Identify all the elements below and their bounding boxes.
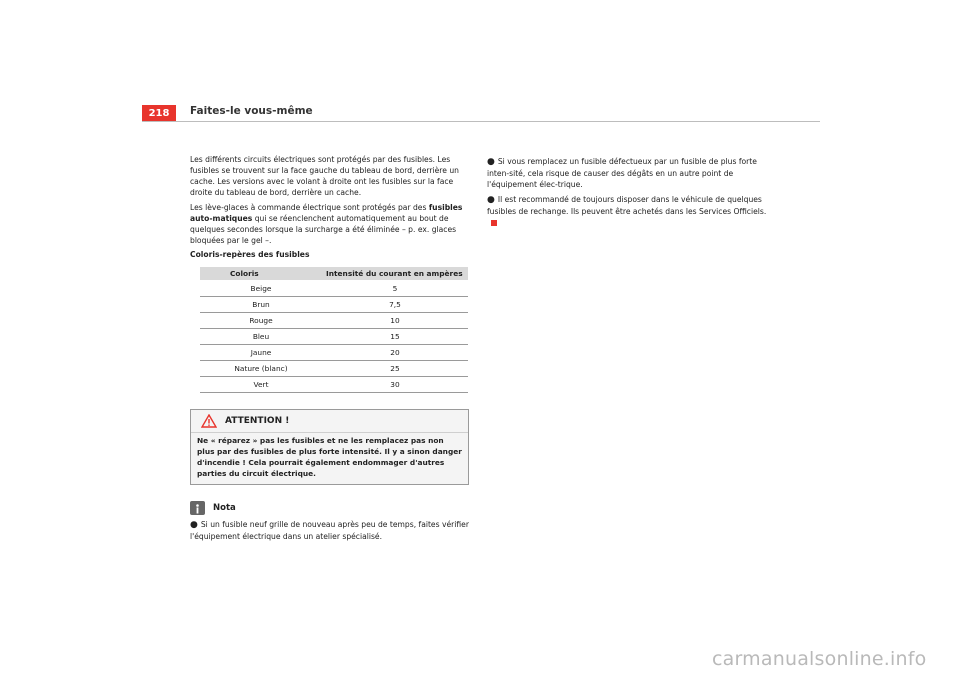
warning-text: Ne « réparez » pas les fusibles et ne les remplacez pas non plus par des fusibles de plus forte intensité. Il y a sinon danger d'incendie ! Cela pourrait également endommager d'autres parties du circuit électrique.	[191, 432, 468, 481]
intro-paragraph: Les différents circuits électriques sont protégés par des fusibles. Les fusibles se trouvent sur la face gauche du tableau de bord, derrière un cache. Les versions avec le volant à droite ont les fusibles sur la face droite du tableau de bord, derrière un cache.	[190, 155, 459, 197]
bullet-icon: ●	[487, 195, 495, 205]
table-cell-amperage: 20	[322, 345, 468, 361]
list-item	[487, 194, 772, 228]
table-cell-amperage: 30	[322, 377, 468, 393]
watermark: carmanualsonline.info	[712, 648, 927, 670]
table-cell-amperage: 10	[322, 313, 468, 329]
table-header-color: Coloris	[200, 267, 322, 281]
page-title: Faites-le vous-même	[190, 105, 313, 117]
table-cell-amperage: 15	[322, 329, 468, 345]
warning-triangle-icon	[201, 414, 217, 428]
nota-bullet	[190, 519, 470, 542]
table-cell-color: Rouge	[200, 313, 322, 329]
table-cell-color: Brun	[200, 297, 322, 313]
bullet-text: Si vous remplacez un fusible défectueux par un fusible de plus forte inten-sité, cela risque de causer des dégâts en un autre point de l'équipement élec-trique.	[487, 157, 757, 189]
fuse-color-table	[200, 267, 468, 393]
header-divider	[142, 121, 820, 122]
note-icon	[190, 501, 205, 515]
table-row	[200, 281, 468, 297]
table-row	[200, 329, 468, 345]
table-cell-color: Beige	[200, 281, 322, 297]
table-row	[200, 345, 468, 361]
warning-box	[190, 409, 469, 485]
section-heading: Coloris-repères des fusibles	[190, 250, 310, 259]
table-cell-color: Nature (blanc)	[200, 361, 322, 377]
table-cell-amperage: 7,5	[322, 297, 468, 313]
paragraph-bold-text: fusibles auto-matiques	[190, 203, 463, 223]
paragraph-text: qui se réenclenchent automatiquement au bout de quelques secondes lorsque la surcharge a été éliminée – p. ex. glaces bloquées par le gel –.	[190, 214, 457, 245]
bullet-text: Si un fusible neuf grille de nouveau après peu de temps, faites vérifier l'équipement électrique dans un atelier spécialisé.	[190, 520, 469, 541]
right-column	[487, 154, 772, 232]
nota-header	[190, 499, 470, 517]
paragraph-text: Les lève-glaces à commande électrique sont protégés par des	[190, 203, 429, 212]
table-cell-color: Bleu	[200, 329, 322, 345]
page-number: 218	[142, 105, 176, 121]
warning-title: ATTENTION !	[225, 416, 290, 426]
window-fuse-paragraph	[190, 202, 470, 246]
table-row	[200, 297, 468, 313]
table-cell-amperage: 5	[322, 281, 468, 297]
bullet-text: Il est recommandé de toujours disposer dans le véhicule de quelques fusibles de rechange. Ils peuvent être achetés dans les Services Officiels.	[487, 195, 767, 216]
nota-title: Nota	[213, 503, 236, 513]
table-cell-color: Vert	[200, 377, 322, 393]
bullet-icon: ●	[487, 157, 495, 167]
bullet-icon: ●	[190, 520, 198, 530]
table-row	[200, 313, 468, 329]
table-cell-amperage: 25	[322, 361, 468, 377]
end-of-section-icon	[491, 220, 497, 226]
warning-header	[191, 410, 468, 432]
left-column	[190, 154, 470, 546]
table-row	[200, 377, 468, 393]
list-item	[487, 156, 772, 190]
table-header-amperage: Intensité du courant en ampères	[322, 267, 468, 281]
table-row	[200, 361, 468, 377]
table-cell-color: Jaune	[200, 345, 322, 361]
